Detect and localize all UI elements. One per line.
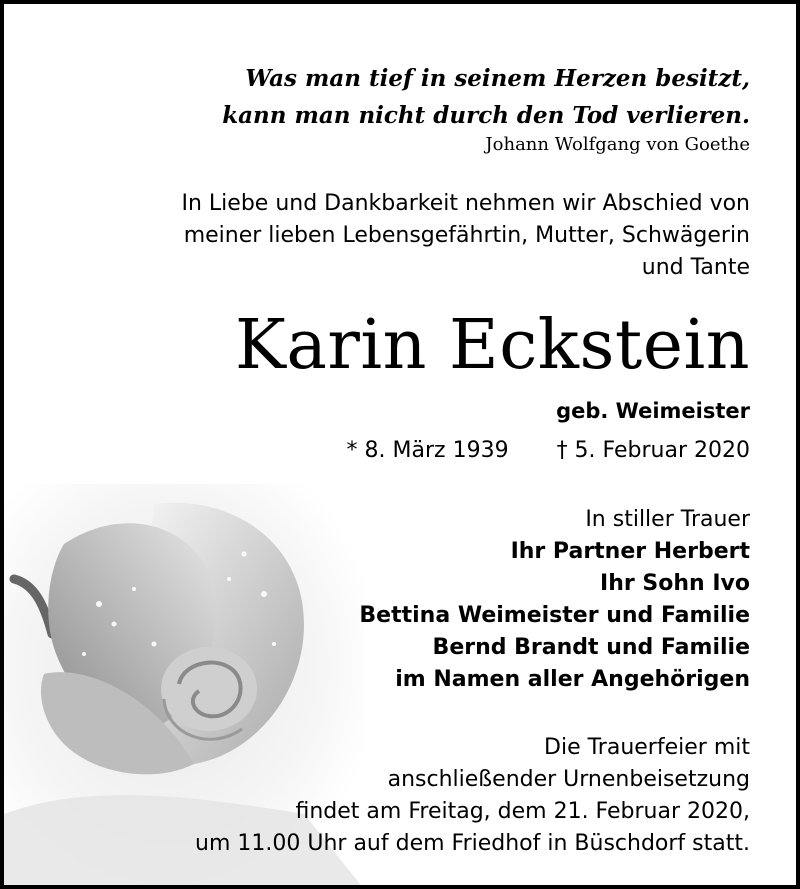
service-line: um 11.00 Uhr auf dem Friedhof in Büschdorf statt. [195, 831, 750, 856]
service-line: anschließender Urnenbeisetzung [387, 767, 750, 792]
mourner-name: im Namen aller Angehörigen [395, 667, 750, 692]
intro-line: In Liebe und Dankbarkeit nehmen wir Abschied von [181, 191, 750, 216]
farewell-intro [110, 188, 750, 284]
goethe-quote [222, 60, 750, 134]
mourner-name: Bernd Brandt und Familie [432, 635, 750, 660]
intro-line: und Tante [641, 255, 750, 280]
mourners-list [359, 504, 750, 696]
service-line: Die Trauerfeier mit [544, 735, 750, 760]
funeral-service-info [195, 732, 750, 860]
mourner-name: Ihr Sohn Ivo [600, 571, 750, 596]
intro-line: meiner lieben Lebensgefährtin, Mutter, Schwägerin [183, 223, 750, 248]
mourner-name: Bettina Weimeister und Familie [359, 603, 750, 628]
quote-author: Johann Wolfgang von Goethe [485, 134, 750, 155]
mourners-intro: In stiller Trauer [585, 507, 750, 532]
quote-line: Was man tief in seinem Herzen besitzt, [245, 65, 750, 92]
deceased-name: Karin Eckstein [235, 306, 750, 385]
service-line: findet am Freitag, dem 21. Februar 2020, [295, 799, 750, 824]
life-dates [347, 434, 750, 468]
quote-line: kann man nicht durch den Tod verlieren. [222, 102, 750, 129]
death-date: † 5. Februar 2020 [556, 438, 750, 463]
mourner-name: Ihr Partner Herbert [510, 539, 750, 564]
birth-date: * 8. März 1939 [346, 438, 509, 463]
maiden-name: geb. Weimeister [556, 399, 750, 423]
